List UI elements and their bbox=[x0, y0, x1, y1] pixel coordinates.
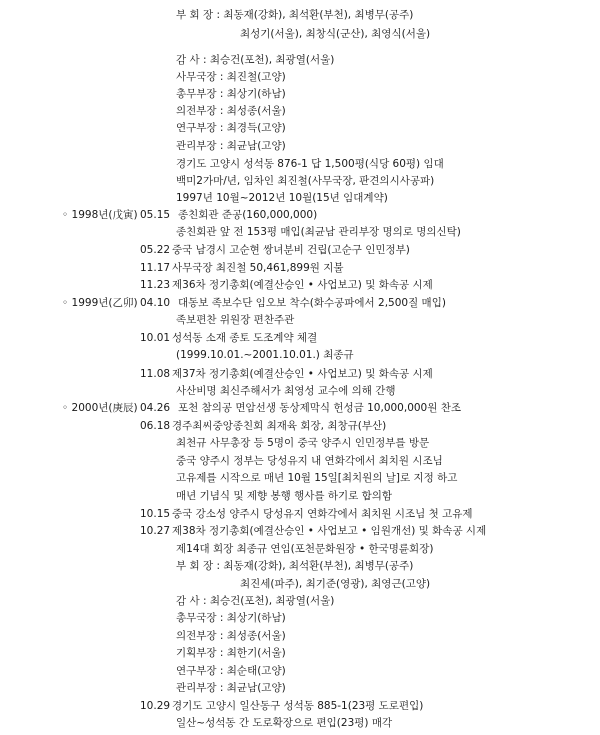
entry-text: 중국 양주시 정부는 당성유지 내 연화각에서 최치원 시조님 bbox=[176, 455, 443, 467]
entry-text: 포천 참의공 면암선생 동상제막식 헌성금 10,000,000원 찬조 bbox=[178, 402, 462, 414]
entry-text: 종친회관 준공(160,000,000) bbox=[178, 209, 318, 221]
date-label: 11.17 bbox=[140, 262, 171, 274]
date-label: 11.23 bbox=[140, 279, 171, 291]
date-label: 06.18 bbox=[140, 420, 171, 432]
entry-text: 중국 강소성 양주시 당성유지 연화각에서 최치원 시조님 첫 고유제 bbox=[172, 508, 473, 520]
entry-text: 최진세(파주), 최기준(영광), 최영근(고양) bbox=[240, 578, 431, 590]
entry-text: 대동보 족보수단 임오보 착수(화수공파에서 2,500질 매입) bbox=[178, 297, 446, 309]
entry-text: 제36차 정기총회(예결산승인 • 사업보고) 및 화속공 시제 bbox=[172, 279, 433, 291]
year-label: ◦ 1998년(戊寅) bbox=[62, 209, 138, 221]
entry-text: 최성기(서울), 최창식(군산), 최영식(서울) bbox=[240, 28, 431, 40]
entry-text: 총무부장 : 최상기(하남) bbox=[176, 88, 286, 100]
entry-text: 사무국장 : 최진철(고양) bbox=[176, 71, 286, 83]
date-label: 04.10 bbox=[140, 297, 171, 309]
entry-text: 경기도 고양시 성석동 876-1 답 1,500평(식당 60평) 임대 bbox=[176, 158, 444, 170]
document-line bbox=[0, 23, 600, 46]
entry-text: 매년 기념식 및 제향 봉행 행사를 하기로 합의함 bbox=[176, 490, 393, 502]
entry-text: 1997년 10월~2012년 10월(15년 임대계약) bbox=[176, 192, 388, 204]
date-label: 05.22 bbox=[140, 244, 171, 256]
date-label: 11.08 bbox=[140, 368, 171, 380]
year-label: ◦ 1999년(乙卯) bbox=[62, 297, 138, 309]
date-label: 10.01 bbox=[140, 332, 171, 344]
entry-text: 기획부장 : 최한기(서울) bbox=[176, 647, 286, 659]
entry-text: 의전부장 : 최성종(서울) bbox=[176, 105, 286, 117]
entry-text: 제14대 회장 최종규 연임(포천문화원장 • 한국명륜회장) bbox=[176, 543, 434, 555]
entry-text: 관리부장 : 최균남(고양) bbox=[176, 682, 286, 694]
entry-text: 관리부장 : 최균남(고양) bbox=[176, 140, 286, 152]
entry-text: 경주최씨중앙종친회 최재육 회장, 최창규(부산) bbox=[172, 420, 387, 432]
entry-text: 일산~성석동 간 도로확장으로 편입(23평) 매각 bbox=[176, 717, 393, 729]
entry-text: (1999.10.01.~2001.10.01.) 최종규 bbox=[176, 349, 354, 361]
date-label: 10.29 bbox=[140, 700, 171, 712]
date-label: 10.15 bbox=[140, 508, 171, 520]
entry-text: 제38차 정기총회(예결산승인 • 사업보고 • 임원개선) 및 화속공 시제 bbox=[172, 525, 487, 537]
date-label: 04.26 bbox=[140, 402, 171, 414]
entry-text: 고유제를 시작으로 매년 10월 15일[최치원의 날]로 지정 하고 bbox=[176, 472, 458, 484]
entry-text: 의전부장 : 최성종(서울) bbox=[176, 630, 286, 642]
entry-text: 제37차 정기총회(예결산승인 • 사업보고) 및 화속공 시제 bbox=[172, 368, 433, 380]
entry-text: 족보편찬 위원장 편찬주관 bbox=[176, 314, 295, 326]
entry-text: 백미2가마/년, 임차인 최진철(사무국장, 판견의시사공파) bbox=[176, 175, 435, 187]
entry-text: 최천규 사무총장 등 5명이 중국 양주시 인민정부를 방문 bbox=[176, 437, 430, 449]
entry-text: 부 회 장 : 최동재(강화), 최석환(부천), 최병무(공주) bbox=[176, 560, 414, 572]
date-label: 10.27 bbox=[140, 525, 171, 537]
entry-text: 사산비명 최신주해서가 최영성 교수에 의해 간행 bbox=[176, 385, 396, 397]
entry-text: 종친회관 앞 전 153평 매입(최균남 관리부장 명의로 명의신탁) bbox=[176, 226, 461, 238]
entry-text: 감 사 : 최승건(포천), 최광열(서울) bbox=[176, 595, 335, 607]
entry-text: 연구부장 : 최순태(고양) bbox=[176, 665, 286, 677]
entry-text: 부 회 장 : 최동재(강화), 최석환(부천), 최병무(공주) bbox=[176, 9, 414, 21]
entry-text: 총무국장 : 최상기(하남) bbox=[176, 612, 286, 624]
entry-text: 경기도 고양시 일산동구 성석동 885-1(23평 도로편입) bbox=[172, 700, 424, 712]
entry-text: 감 사 : 최승건(포천), 최광열(서울) bbox=[176, 54, 335, 66]
entry-text: 연구부장 : 최경득(고양) bbox=[176, 122, 286, 134]
entry-text: 사무국장 최진철 50,461,899원 지불 bbox=[172, 262, 344, 274]
date-label: 05.15 bbox=[140, 209, 171, 221]
entry-text: 성석동 소재 종토 도조계약 체결 bbox=[172, 332, 318, 344]
year-label: ◦ 2000년(庚辰) bbox=[62, 402, 138, 414]
entry-text: 중국 남경시 고순현 쌍녀분비 건립(고순구 인민정부) bbox=[172, 244, 410, 256]
